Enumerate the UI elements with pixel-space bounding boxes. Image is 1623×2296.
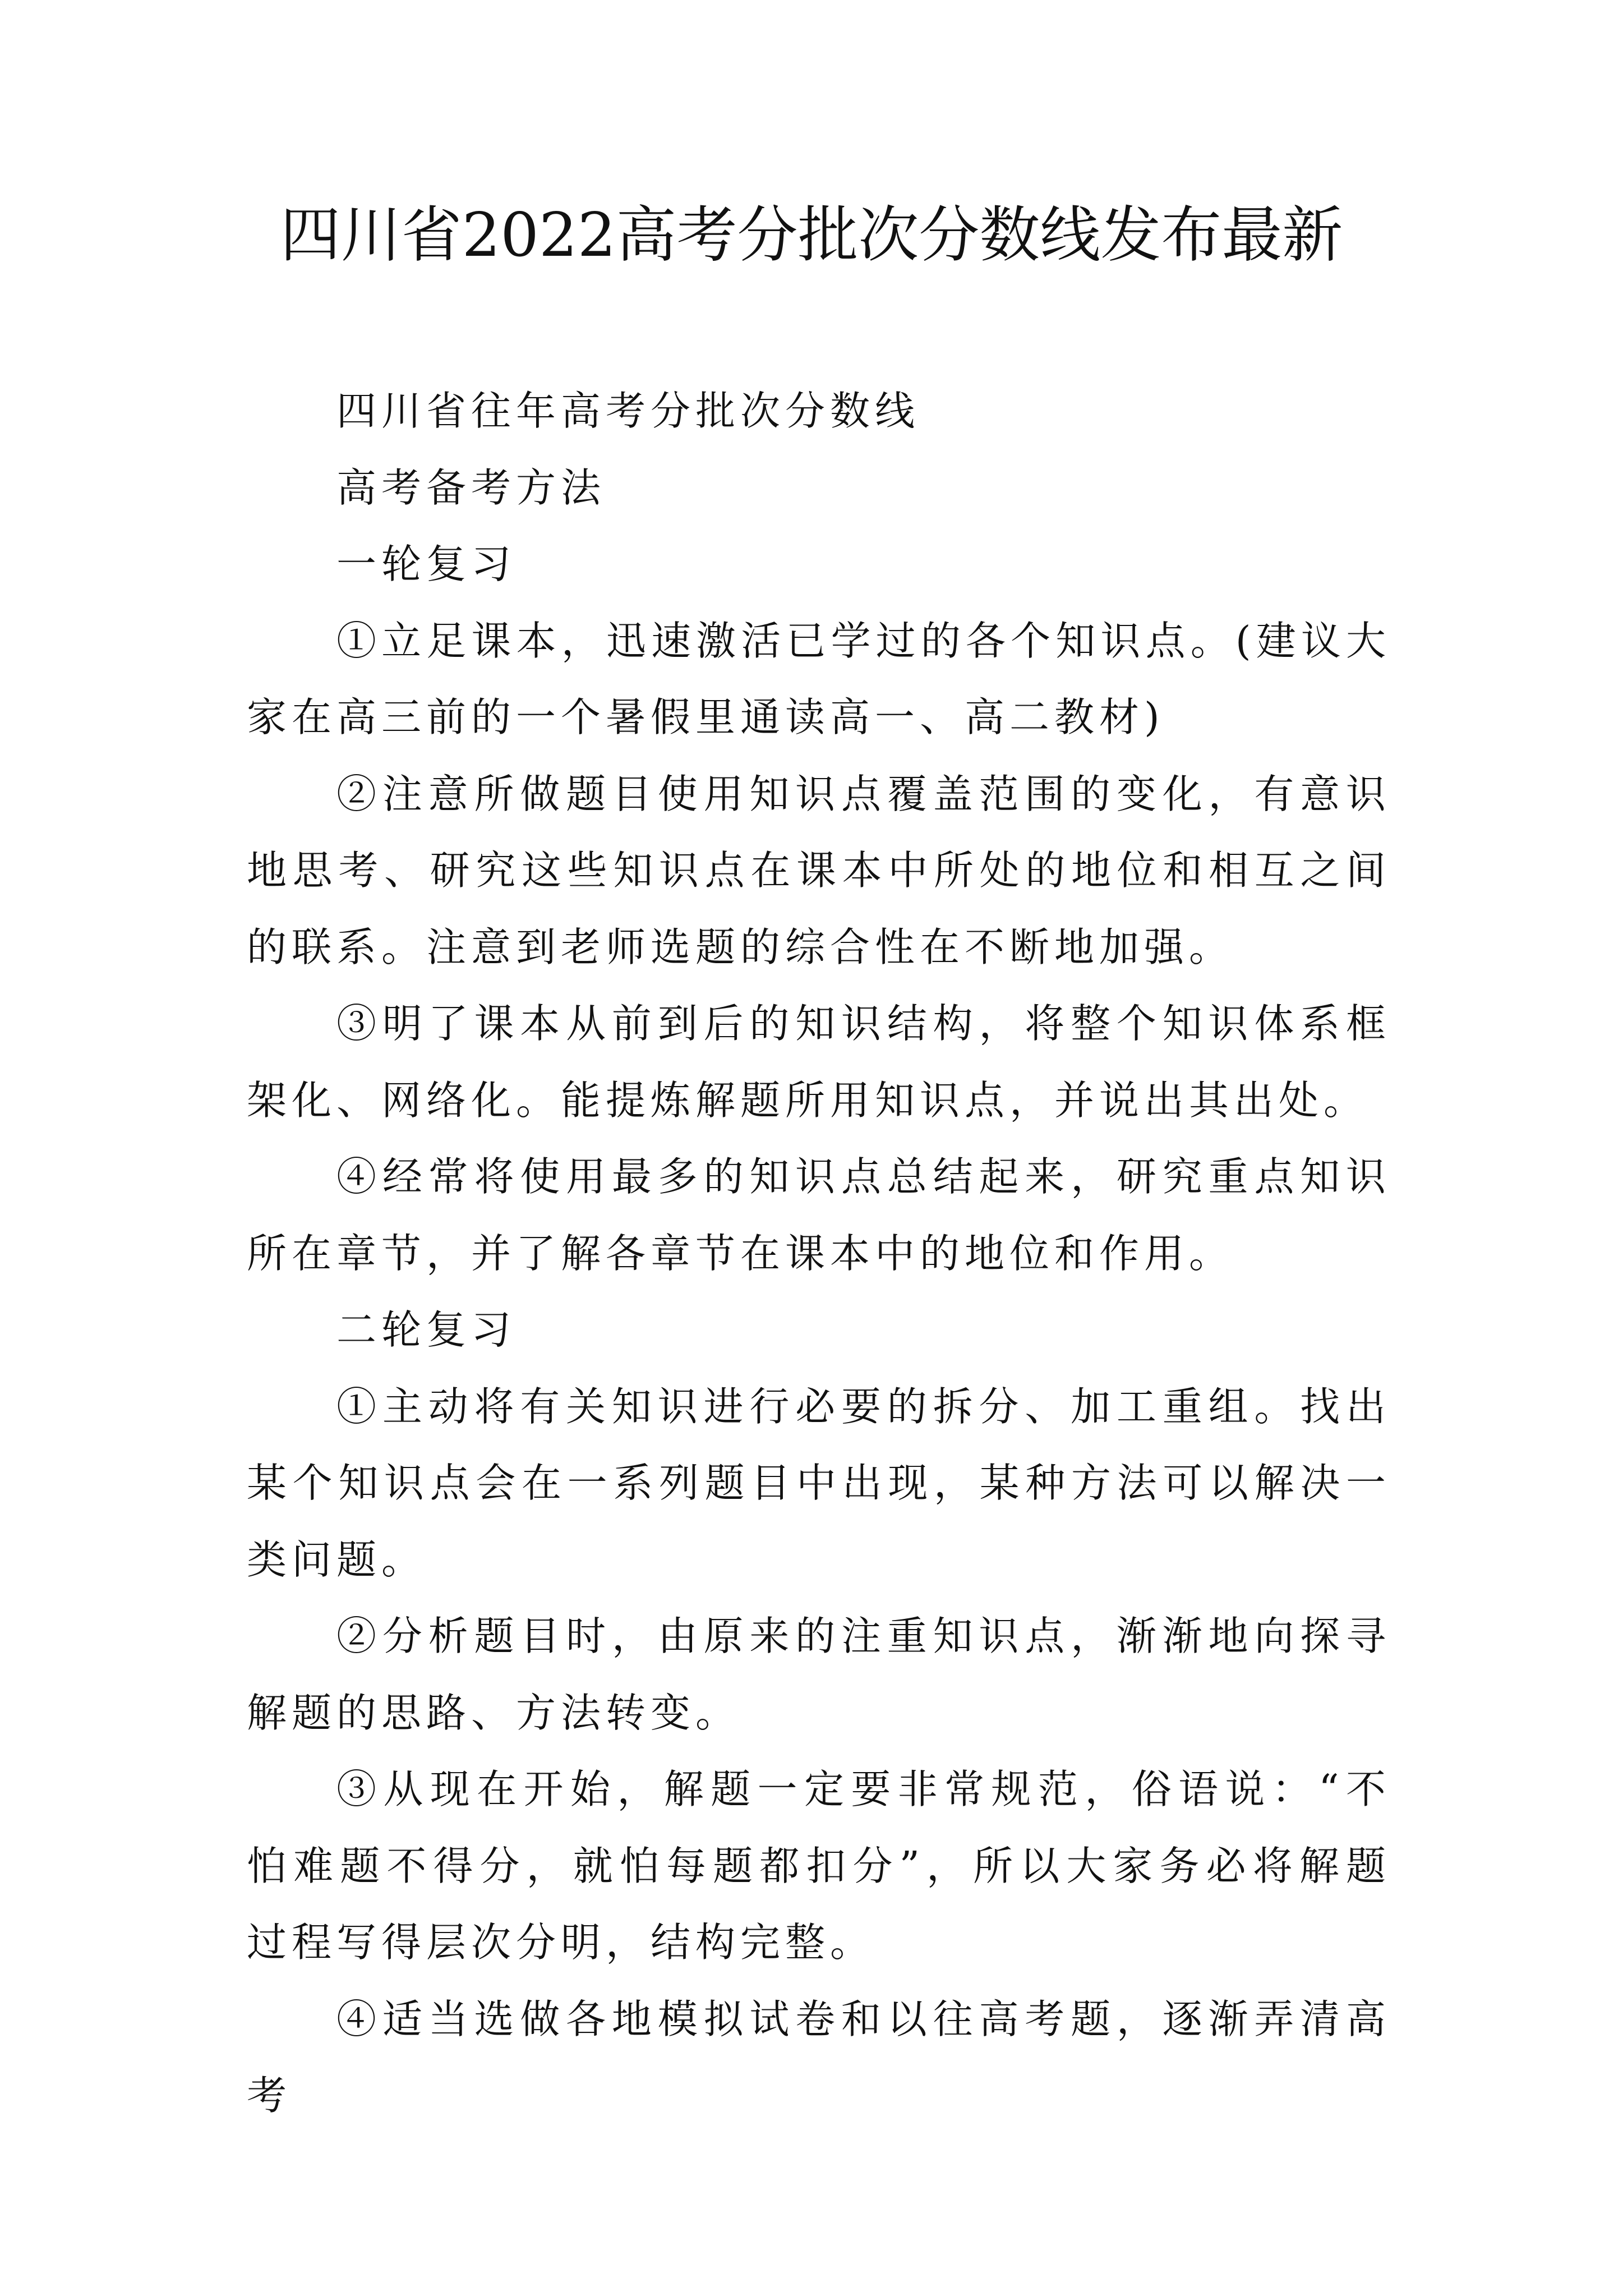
paragraph-second-review-heading: 二轮复习 xyxy=(336,1306,517,1353)
paragraph-first-review-item-2: ②注意所做题目使用知识点覆盖范围的变化，有意识地思考、研究这些知识点在课本中所处的地位和相互之间的联系。注意到老师选题的综合性在不断地加强。 xyxy=(247,770,1391,970)
paragraph-second-review-item-1: ①主动将有关知识进行必要的拆分、加工重组。找出某个知识点会在一系列题目中出现，某种方法可以解决一类问题。 xyxy=(247,1383,1391,1583)
paragraph-first-review-item-3: ③明了课本从前到后的知识结构，将整个知识体系框架化、网络化。能提炼解题所用知识点，并说出其出处。 xyxy=(247,1000,1391,1124)
document-body xyxy=(247,373,1391,2134)
paragraph-first-review-heading: 一轮复习 xyxy=(336,541,517,587)
paragraph-second-review-item-3: ③从现在开始，解题一定要非常规范，俗语说：“不怕难题不得分，就怕每题都扣分”，所以大家务必将解题过程写得层次分明，结构完整。 xyxy=(247,1766,1391,1966)
paragraph-prep-methods-heading: 高考备考方法 xyxy=(336,464,606,511)
paragraph-past-cutoff-heading: 四川省往年高考分批次分数线 xyxy=(336,388,920,434)
paragraph-second-review-item-2: ②分析题目时，由原来的注重知识点，渐渐地向探寻解题的思路、方法转变。 xyxy=(247,1613,1391,1736)
paragraph-second-review-item-4: ④适当选做各地模拟试卷和以往高考题，逐渐弄清高考 xyxy=(247,1995,1391,2119)
paragraph-first-review-item-4: ④经常将使用最多的知识点总结起来，研究重点知识所在章节，并了解各章节在课本中的地位和作用。 xyxy=(247,1153,1391,1277)
document-title: 四川省2022高考分批次分数线发布最新 xyxy=(280,200,1343,270)
paragraph-first-review-item-1: ①立足课本，迅速激活已学过的各个知识点。(建议大家在高三前的一个暑假里通读高一、高二教材) xyxy=(247,617,1391,740)
